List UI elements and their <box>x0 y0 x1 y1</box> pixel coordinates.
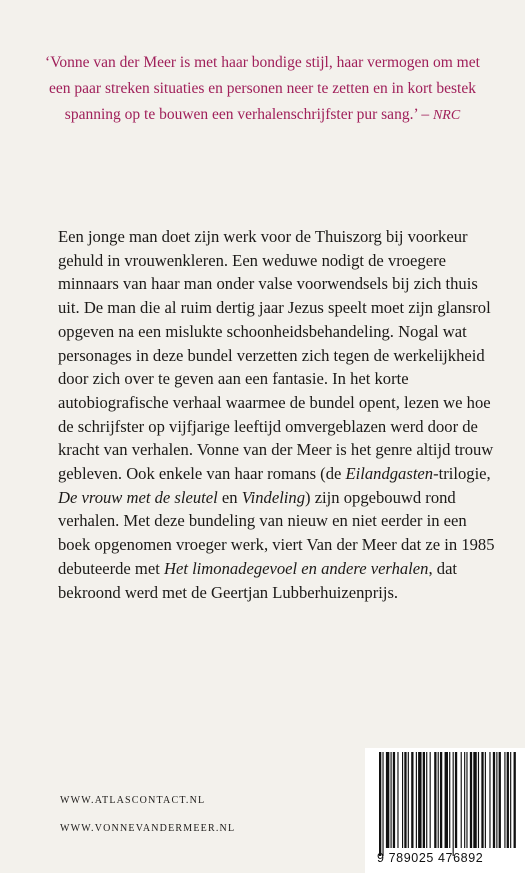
barcode-bar <box>455 752 457 848</box>
title-het-limonadegevoel: Het limonadegevoel en andere verhalen <box>163 558 429 578</box>
barcode-bar <box>411 752 413 848</box>
barcode-bar <box>449 752 450 848</box>
quote-dash: – <box>417 106 433 123</box>
barcode-bar <box>426 752 427 848</box>
website-list <box>60 795 235 851</box>
barcode-bar <box>386 752 389 848</box>
barcode-bar <box>402 752 403 848</box>
barcode-bar <box>514 752 516 848</box>
barcode-bar <box>470 752 472 848</box>
barcode-bar <box>382 752 383 856</box>
barcode-bar <box>499 752 501 848</box>
barcode-bar <box>493 752 495 848</box>
blurb-text-2: -trilogie, <box>433 464 491 484</box>
barcode-bar <box>416 752 417 848</box>
book-blurb <box>58 225 498 604</box>
barcode-bar <box>485 752 486 848</box>
barcode-bar <box>440 752 442 848</box>
quote-source: NRC <box>432 108 461 123</box>
title-de-vrouw-met-de-sleutel: De vrouw met de sleutel <box>58 487 218 507</box>
barcode-bar <box>393 752 395 848</box>
barcode-bar <box>423 752 425 848</box>
barcode-bar <box>379 752 381 856</box>
barcode-bar <box>461 752 462 848</box>
barcode <box>365 748 525 873</box>
barcode-bar <box>434 752 436 848</box>
barcode-bar <box>478 752 479 848</box>
isbn-number: 9 789025 476892 <box>377 851 484 865</box>
title-eilandgasten: Eilandgasten <box>345 464 434 484</box>
barcode-bar <box>430 752 431 848</box>
title-vindeling: Vindeling <box>241 487 306 507</box>
blurb-text-3: en <box>217 487 242 507</box>
barcode-bar <box>489 752 490 848</box>
url-vonnevandermeer[interactable]: WWW.VONNEVANDERMEER.NL <box>60 823 236 834</box>
quote-text: ‘Vonne van der Meer is met haar bondige stijl, haar vermogen om met een paar streken situaties en personen neer te zetten en in kort bestek spanning op te bouwen een verhalenschrijfster pur sang.’ <box>45 54 480 123</box>
barcode-bar <box>418 752 421 848</box>
barcode-bar <box>496 752 497 848</box>
review-quote <box>40 50 485 129</box>
barcode-bar <box>408 752 409 848</box>
blurb-text-5: , dat bekroond werd met de Geertjan Lubberhuizenprijs. <box>58 558 458 602</box>
url-atlascontact[interactable]: WWW.ATLASCONTACT.NL <box>60 795 206 806</box>
barcode-bar <box>466 752 467 848</box>
barcode-bar <box>481 752 483 848</box>
barcode-bar <box>453 752 454 856</box>
barcode-bar <box>438 752 439 848</box>
blurb-text-1: Een jonge man doet zijn werk voor de Thuiszorg bij voorkeur gehuld in vrouwenkleren. Een weduwe nodigt de vroegere minnaars van haar man onder valse voorwendsels bij zich thuis uit. De man die al ruim dertig jaar Jezus speelt moet zijn glansrol opgeven na een mislukte schoonheidsbehandeling. Nogal wat personages in deze bundel verzetten zich tegen de werkelijkheid door zich over te geven aan een fantasie. In het korte autobiografische verhaal waarmee de bundel opent, lezen we hoe de schrijfster op vijfjarige leeftijd omvergeblazen werd door de kracht van verhalen. Vonne van der Meer is het genre altijd trouw gebleven. Ook enkele van haar romans (de <box>58 227 494 484</box>
barcode-bar <box>464 752 465 848</box>
barcode-bar <box>473 752 476 848</box>
barcode-bar <box>404 752 406 848</box>
barcode-bar <box>510 752 511 848</box>
barcode-bar <box>445 752 448 848</box>
barcode-bar <box>391 752 392 848</box>
barcode-bar <box>397 752 398 848</box>
barcode-bar <box>507 752 509 848</box>
barcode-bar <box>504 752 505 848</box>
blurb-text-4: ) zijn opgebouwd rond verhalen. Met deze bundeling van nieuw en niet eerder in een boek opgenomen vroeger werk, viert Van der Meer dat ze in 1985 debuteerde met <box>58 487 495 578</box>
